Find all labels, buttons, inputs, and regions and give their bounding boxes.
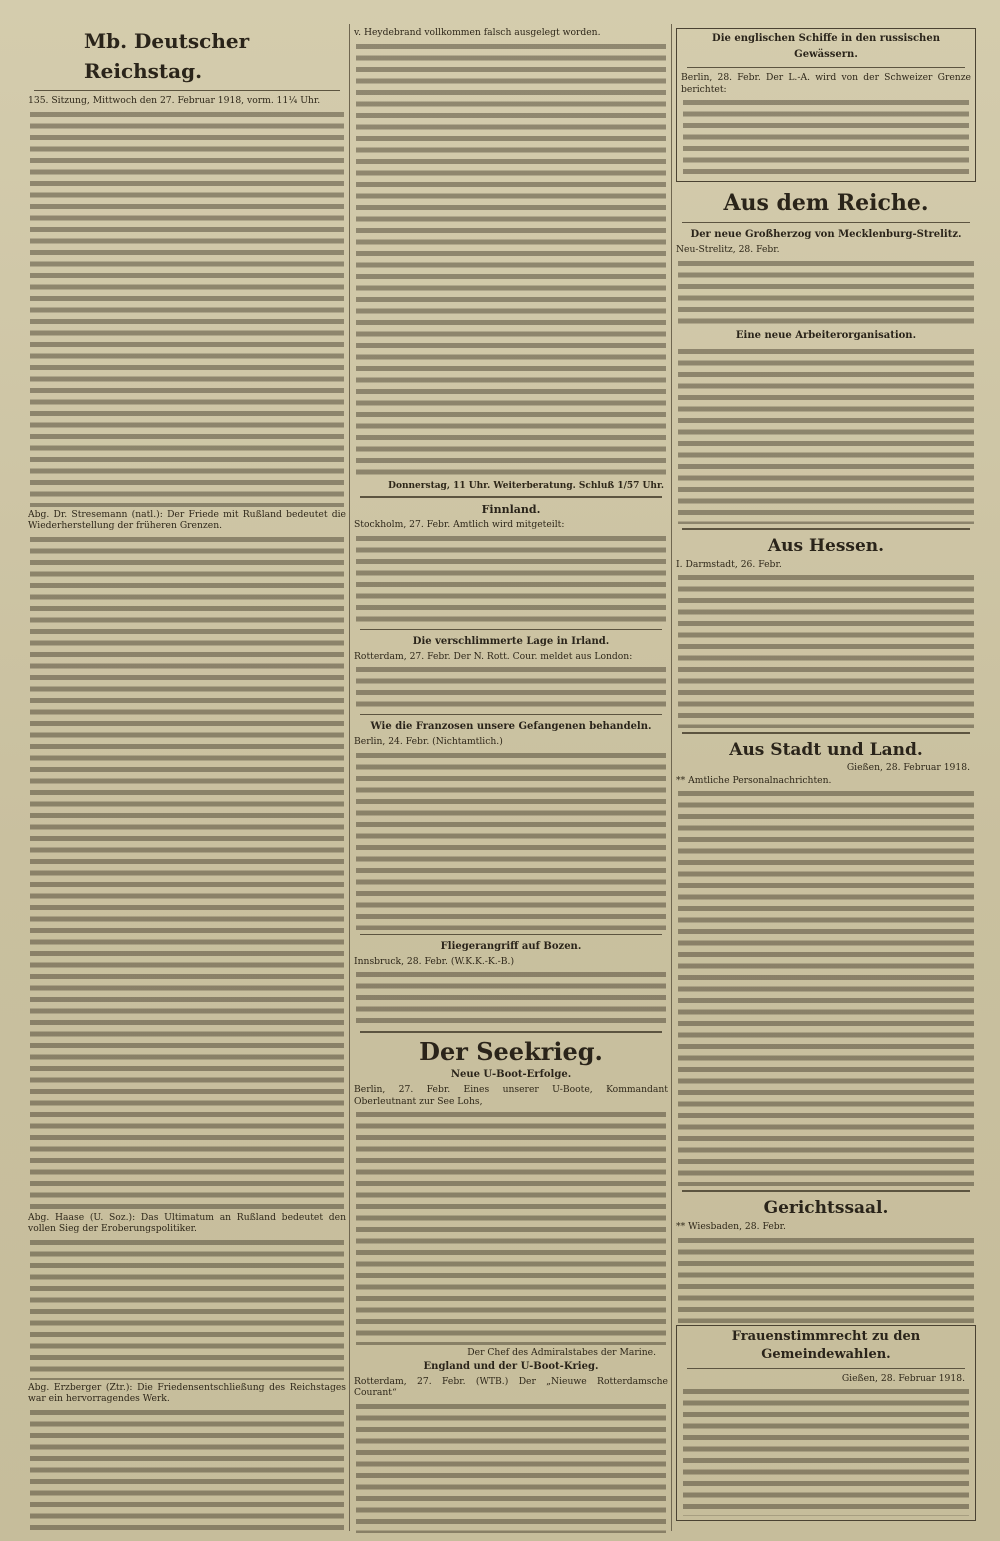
body-text-block — [30, 1237, 344, 1380]
mecklenburg-title: Der neue Großherzog von Mecklenburg-Strelitz. — [690, 229, 962, 241]
session-close: Donnerstag, 11 Uhr. Weiterberatung. Schluß 1/57 Uhr. — [388, 480, 664, 491]
frauen-date: Gießen, 28. Februar 1918. — [841, 1372, 965, 1384]
reichstag-lead: 135. Sitzung, Mittwoch den 27. Februar 1918, vorm. 11¼ Uhr. — [28, 95, 321, 106]
body-text-block — [678, 572, 974, 728]
mecklenburg-lead: Neu-Strelitz, 28. Febr. — [676, 244, 780, 256]
body-text-block — [356, 41, 666, 479]
body-text-block — [683, 97, 969, 177]
gefangene-title: Wie die Franzosen unsere Gefangenen behandeln. — [370, 721, 652, 733]
divider — [682, 528, 970, 530]
divider — [34, 90, 340, 91]
gefangene-lead: Berlin, 24. Febr. (Nichtamtlich.) — [354, 736, 503, 748]
irland-lead: Rotterdam, 27. Febr. Der N. Rott. Cour. meldet aus London: — [354, 650, 633, 662]
ub-lead: Berlin, 27. Febr. Eines unserer U-Boote, Kommandant Oberleutnant zur See Lohs, — [354, 1084, 668, 1107]
schiffe-title: Die englischen Schiffe in den russischen Gewässern. — [712, 33, 940, 60]
column-3 — [676, 26, 976, 1533]
body-text-block — [356, 750, 666, 930]
bozen-title: Fliegerangriff auf Bozen. — [440, 940, 582, 952]
stadt-date: Gießen, 28. Februar 1918. — [846, 762, 970, 774]
divider — [682, 1190, 970, 1192]
divider — [687, 67, 965, 68]
body-text-block — [356, 1109, 666, 1345]
divider — [682, 222, 970, 223]
divider — [360, 496, 662, 498]
gericht-title: Gerichtssaal. — [763, 1198, 889, 1219]
column-2 — [354, 26, 668, 1533]
hessen-title: Aus Hessen. — [767, 535, 885, 556]
stadt-title: Aus Stadt und Land. — [729, 740, 923, 761]
schiffe-lead: Berlin, 28. Febr. Der L.-A. wird von der Schweizer Grenze berichtet: — [681, 72, 971, 95]
body-text-block — [356, 969, 666, 1027]
haase-lead: Abg. Haase (U. Soz.): Das Ultimatum an Rußland bedeutet den vollen Sieg der Eroberungspolitiker. — [28, 1211, 346, 1235]
body-text-block — [356, 533, 666, 625]
divider — [360, 1031, 662, 1033]
body-text-block — [30, 109, 344, 507]
body-text-block — [683, 1386, 969, 1516]
body-text-block — [356, 1401, 666, 1533]
divider — [360, 629, 662, 630]
stadt-lead: ** Amtliche Personalnachrichten. — [676, 774, 832, 786]
body-text-block — [678, 1235, 974, 1323]
divider — [687, 1368, 965, 1369]
schiffe-box — [676, 28, 976, 182]
england-lead: Rotterdam, 27. Febr. (WTB.) Der „Nieuwe Rotterdamsche Courant“ — [354, 1375, 668, 1399]
finnland-lead: Stockholm, 27. Febr. Amtlich wird mitgeteilt: — [354, 519, 565, 531]
stresemann-lead: Abg. Dr. Stresemann (natl.): Der Friede mit Rußland bedeutet die Wiederherstellung der früheren Grenzen. — [28, 508, 346, 532]
body-text-block — [678, 346, 974, 524]
body-text-block — [678, 258, 974, 326]
bozen-lead: Innsbruck, 28. Febr. (W.K.K.-K.-B.) — [354, 955, 515, 967]
divider — [682, 732, 970, 734]
admiralstab-signature: Der Chef des Admiralstabes der Marine. — [467, 1347, 656, 1359]
body-text-block — [678, 788, 974, 1186]
reichstag-title: Mb. Deutscher Reichstag. — [84, 29, 250, 83]
ub-title: Neue U-Boot-Erfolge. — [450, 1069, 572, 1081]
divider — [360, 714, 662, 715]
divider — [360, 934, 662, 935]
body-text-block — [356, 664, 666, 710]
frauen-box — [676, 1325, 976, 1522]
arbeiter-title: Eine neue Arbeiterorganisation. — [735, 329, 917, 341]
hessen-lead: I. Darmstadt, 26. Febr. — [676, 558, 782, 570]
frauen-title: Frauenstimmrecht zu den Gemeindewahlen. — [731, 1328, 921, 1362]
erzberger-lead: Abg. Erzberger (Ztr.): Die Friedensentschließung des Reichstages war ein hervorragendes Werk. — [28, 1381, 346, 1405]
column-1 — [28, 26, 346, 1533]
column-rule — [349, 24, 350, 1531]
england-title: England und der U-Boot-Krieg. — [423, 1360, 599, 1372]
reichstag-continued-lead: v. Heydebrand vollkommen falsch ausgelegt worden. — [354, 27, 601, 38]
body-text-block — [30, 1407, 344, 1533]
gericht-lead: ** Wiesbaden, 28. Febr. — [676, 1221, 786, 1233]
body-text-block — [30, 534, 344, 1210]
seekrieg-title: Der Seekrieg. — [419, 1037, 603, 1067]
reiche-title: Aus dem Reiche. — [723, 190, 929, 217]
finnland-title: Finnland. — [481, 503, 541, 517]
irland-title: Die verschlimmerte Lage in Irland. — [412, 635, 610, 647]
column-rule — [671, 24, 672, 1531]
